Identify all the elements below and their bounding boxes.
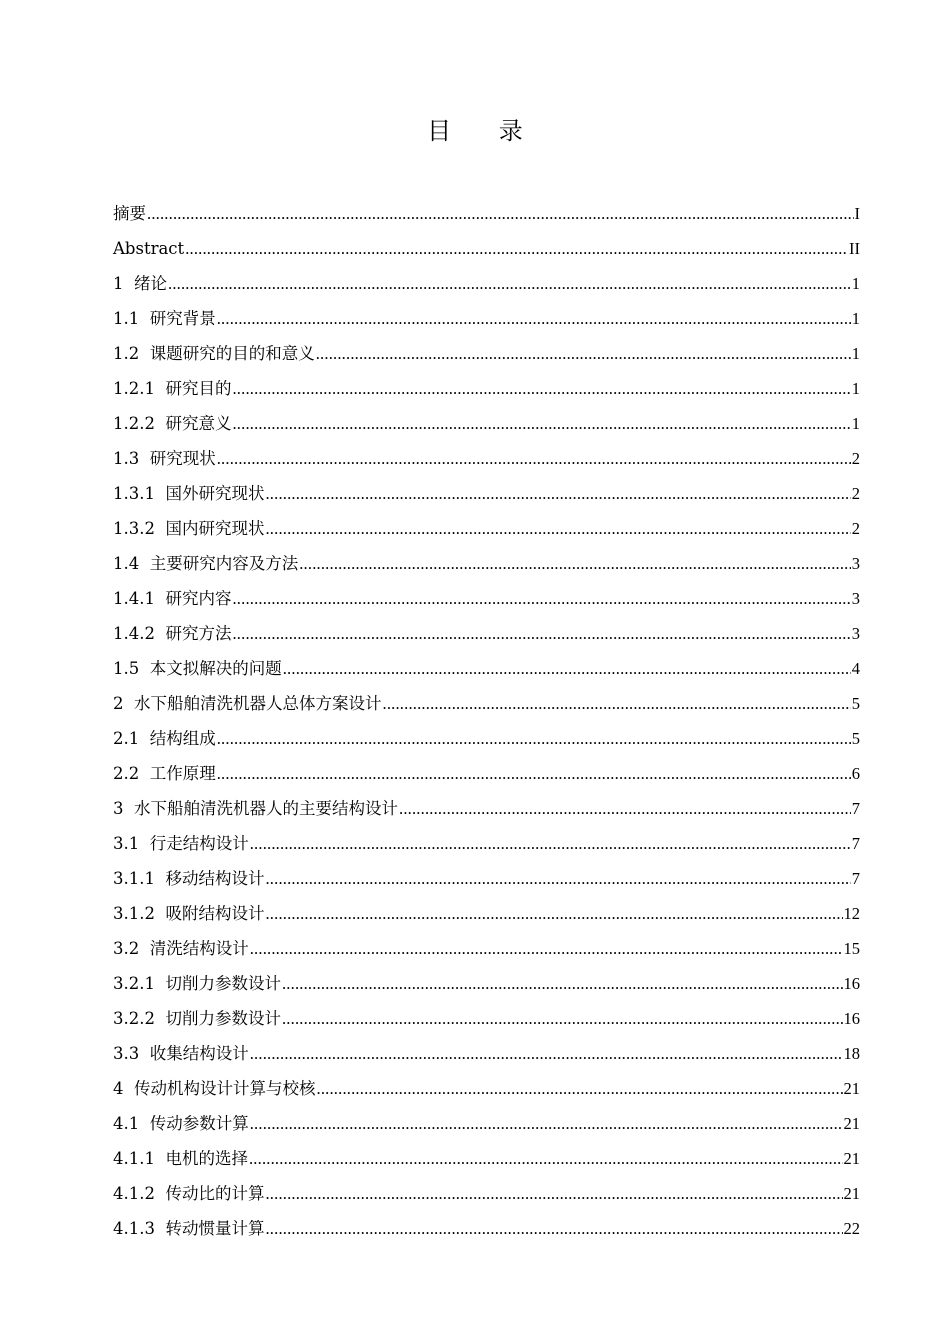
- toc-entry-page-number: 5: [851, 729, 860, 748]
- toc-entry-page-number: 16: [843, 1009, 860, 1028]
- toc-entry-page-number: 22: [843, 1219, 860, 1238]
- toc-entry-page-number: 7: [851, 834, 860, 853]
- toc-entry-label: 4.1.2 传动比的计算: [113, 1184, 265, 1203]
- toc-entry[interactable]: [113, 371, 860, 406]
- table-of-contents: [113, 196, 860, 1246]
- toc-entry-label: 1.1 研究背景: [113, 309, 216, 328]
- toc-dot-leader: [250, 1106, 843, 1141]
- toc-dot-leader: [399, 791, 851, 826]
- toc-entry-label: 1.2.2 研究意义: [113, 414, 232, 433]
- toc-entry-page-number: 18: [843, 1044, 860, 1063]
- toc-entry-page-number: 3: [851, 624, 860, 643]
- toc-dot-leader: [265, 861, 850, 896]
- toc-entry-page-number: 12: [843, 904, 860, 923]
- toc-entry-label: 2.1 结构组成: [113, 729, 216, 748]
- toc-entry[interactable]: [113, 896, 860, 931]
- toc-entry-page-number: 1: [851, 379, 860, 398]
- toc-entry-label: 3.2.1 切削力参数设计: [113, 974, 281, 993]
- toc-entry[interactable]: [113, 616, 860, 651]
- toc-entry[interactable]: [113, 756, 860, 791]
- toc-dot-leader: [185, 231, 848, 266]
- toc-entry[interactable]: [113, 441, 860, 476]
- toc-dot-leader: [383, 686, 851, 721]
- toc-entry[interactable]: [113, 511, 860, 546]
- toc-entry-label: 1.5 本文拟解决的问题: [113, 659, 282, 678]
- toc-entry[interactable]: [113, 791, 860, 826]
- toc-dot-leader: [265, 511, 850, 546]
- toc-entry[interactable]: [113, 721, 860, 756]
- toc-entry-label: 3.1.1 移动结构设计: [113, 869, 265, 888]
- toc-dot-leader: [147, 196, 854, 231]
- toc-dot-leader: [232, 406, 850, 441]
- toc-dot-leader: [232, 371, 850, 406]
- toc-entry-page-number: 1: [851, 274, 860, 293]
- toc-entry[interactable]: [113, 476, 860, 511]
- toc-entry-label: 3.2.2 切削力参数设计: [113, 1009, 281, 1028]
- toc-entry-page-number: 21: [843, 1149, 860, 1168]
- page-title: 目 录: [427, 117, 543, 145]
- toc-entry-label: 3.1.2 吸附结构设计: [113, 904, 265, 923]
- toc-entry-page-number: 5: [851, 694, 860, 713]
- toc-entry-label: 1.3.2 国内研究现状: [113, 519, 265, 538]
- toc-dot-leader: [282, 1001, 843, 1036]
- toc-entry-page-number: II: [849, 239, 860, 258]
- toc-entry-page-number: 21: [843, 1184, 860, 1203]
- toc-entry[interactable]: [113, 301, 860, 336]
- toc-dot-leader: [217, 721, 851, 756]
- toc-entry[interactable]: [113, 1176, 860, 1211]
- toc-entry-page-number: 7: [851, 869, 860, 888]
- toc-dot-leader: [265, 1176, 842, 1211]
- toc-entry-page-number: 16: [843, 974, 860, 993]
- toc-dot-leader: [232, 616, 850, 651]
- toc-dot-leader: [282, 966, 843, 1001]
- toc-entry-page-number: 7: [851, 799, 860, 818]
- toc-entry[interactable]: [113, 196, 860, 231]
- toc-dot-leader: [265, 896, 842, 931]
- toc-entry-page-number: 1: [851, 344, 860, 363]
- toc-entry-label: 2 水下船舶清洗机器人总体方案设计: [113, 694, 382, 713]
- toc-entry-label: 1.3 研究现状: [113, 449, 216, 468]
- toc-dot-leader: [249, 1141, 843, 1176]
- toc-dot-leader: [283, 651, 851, 686]
- toc-entry-label: 1.2 课题研究的目的和意义: [113, 344, 315, 363]
- toc-entry[interactable]: [113, 861, 860, 896]
- toc-entry-label: 4 传动机构设计计算与校核: [113, 1079, 316, 1098]
- toc-entry[interactable]: [113, 686, 860, 721]
- toc-dot-leader: [317, 1071, 843, 1106]
- toc-entry-label: 1 绪论: [113, 274, 167, 293]
- toc-dot-leader: [250, 826, 851, 861]
- toc-entry-label: 3.2 清洗结构设计: [113, 939, 249, 958]
- toc-entry-label: 4.1.3 转动惯量计算: [113, 1219, 265, 1238]
- toc-entry-page-number: 6: [851, 764, 860, 783]
- toc-dot-leader: [217, 301, 851, 336]
- toc-entry[interactable]: [113, 581, 860, 616]
- toc-entry[interactable]: [113, 1001, 860, 1036]
- toc-entry-label: 3.3 收集结构设计: [113, 1044, 249, 1063]
- toc-entry[interactable]: [113, 826, 860, 861]
- toc-entry-label: 4.1.1 电机的选择: [113, 1149, 248, 1168]
- toc-entry-label: 1.2.1 研究目的: [113, 379, 232, 398]
- toc-entry-page-number: 2: [851, 449, 860, 468]
- toc-entry-label: 2.2 工作原理: [113, 764, 216, 783]
- toc-entry-label: 4.1 传动参数计算: [113, 1114, 249, 1133]
- toc-entry-page-number: 1: [851, 309, 860, 328]
- toc-entry[interactable]: [113, 336, 860, 371]
- toc-dot-leader: [299, 546, 851, 581]
- toc-entry-page-number: 3: [851, 554, 860, 573]
- toc-entry[interactable]: [113, 546, 860, 581]
- toc-dot-leader: [168, 266, 851, 301]
- toc-dot-leader: [316, 336, 851, 371]
- toc-entry-page-number: 15: [843, 939, 860, 958]
- toc-entry-page-number: 1: [851, 414, 860, 433]
- toc-entry[interactable]: [113, 266, 860, 301]
- toc-entry[interactable]: [113, 1071, 860, 1106]
- toc-dot-leader: [250, 931, 843, 966]
- toc-entry[interactable]: [113, 406, 860, 441]
- toc-entry-page-number: 21: [843, 1114, 860, 1133]
- toc-entry[interactable]: [113, 651, 860, 686]
- toc-entry-label: 摘要: [113, 204, 146, 223]
- toc-entry[interactable]: [113, 931, 860, 966]
- toc-dot-leader: [232, 581, 850, 616]
- toc-entry-label: 3 水下船舶清洗机器人的主要结构设计: [113, 799, 398, 818]
- toc-entry-label: Abstract: [113, 239, 185, 258]
- toc-entry-page-number: I: [854, 204, 860, 223]
- toc-entry[interactable]: [113, 966, 860, 1001]
- toc-dot-leader: [265, 476, 850, 511]
- toc-entry-label: 1.4.2 研究方法: [113, 624, 232, 643]
- toc-entry-page-number: 21: [843, 1079, 860, 1098]
- toc-dot-leader: [217, 441, 851, 476]
- toc-entry-page-number: 4: [851, 659, 860, 678]
- toc-entry-label: 1.4.1 研究内容: [113, 589, 232, 608]
- toc-dot-leader: [250, 1036, 843, 1071]
- toc-entry-label: 1.4 主要研究内容及方法: [113, 554, 299, 573]
- toc-dot-leader: [265, 1211, 842, 1246]
- toc-entry-page-number: 2: [851, 519, 860, 538]
- toc-entry-page-number: 3: [851, 589, 860, 608]
- toc-entry[interactable]: [113, 1211, 860, 1246]
- toc-dot-leader: [217, 756, 851, 791]
- toc-entry-label: 3.1 行走结构设计: [113, 834, 249, 853]
- toc-entry-page-number: 2: [851, 484, 860, 503]
- toc-entry[interactable]: [113, 1106, 860, 1141]
- toc-entry[interactable]: [113, 1141, 860, 1176]
- toc-entry[interactable]: [113, 231, 860, 266]
- toc-entry-label: 1.3.1 国外研究现状: [113, 484, 265, 503]
- toc-entry[interactable]: [113, 1036, 860, 1071]
